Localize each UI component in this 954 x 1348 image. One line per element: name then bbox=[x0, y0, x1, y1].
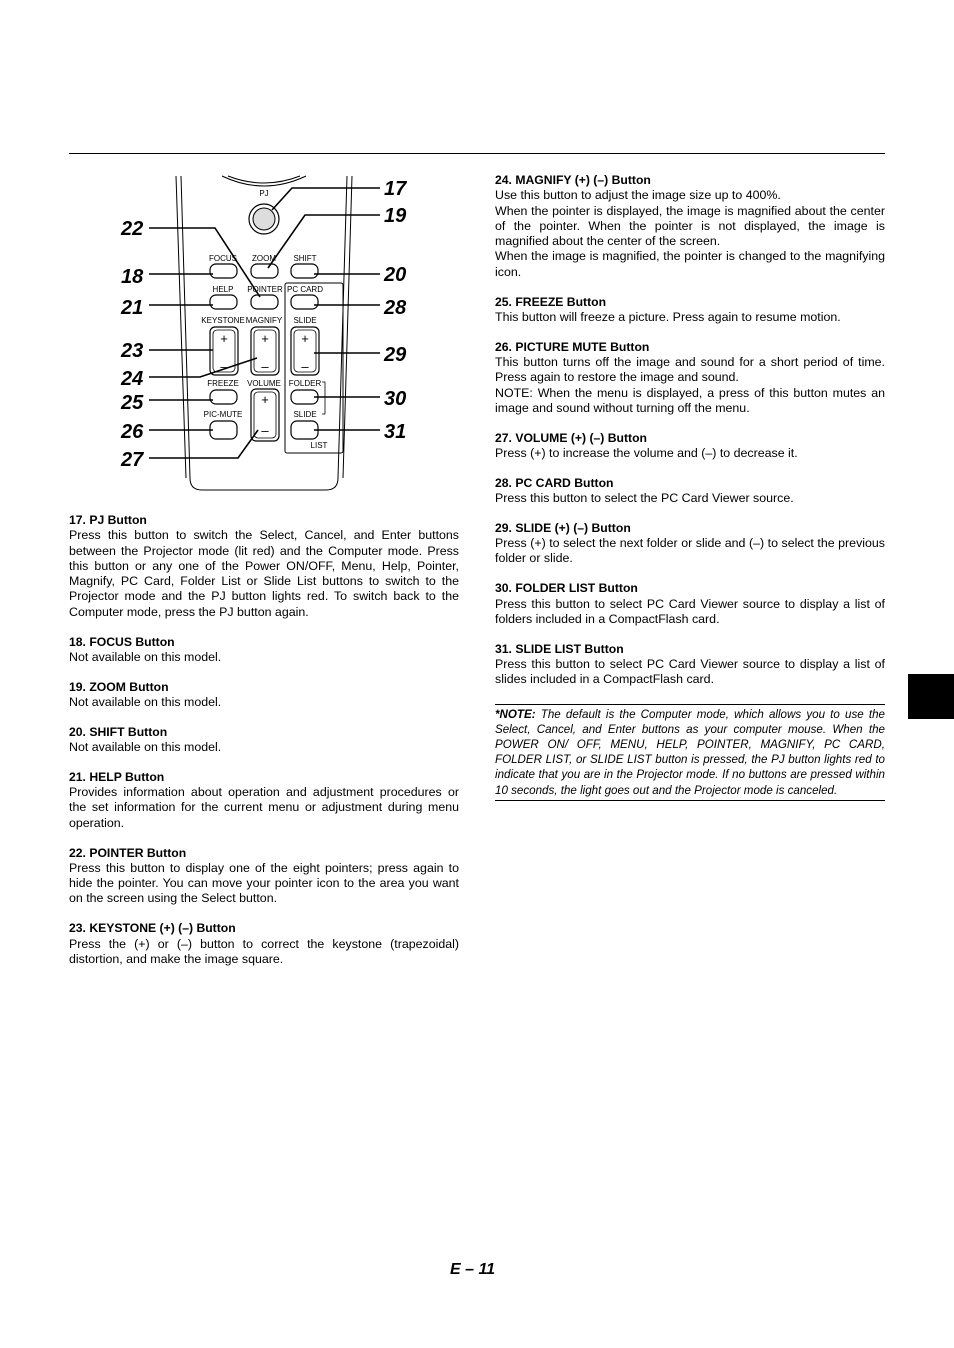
keystone-label: KEYSTONE bbox=[201, 316, 245, 325]
entry-text: Use this button to adjust the image size up to 400%. bbox=[495, 188, 781, 203]
entry-text: Press this button to select PC Card Viewer source to display a list of folders included in a CompactFlash card. bbox=[495, 596, 885, 626]
entry-title: 23. KEYSTONE (+) (–) Button bbox=[69, 921, 236, 936]
entry-17 bbox=[69, 513, 459, 620]
entry-title: 24. MAGNIFY (+) (–) Button bbox=[495, 173, 651, 187]
callout-20: 20 bbox=[384, 264, 407, 286]
entry-text: Not available on this model. bbox=[69, 649, 222, 664]
slide-plus-sign: + bbox=[301, 331, 309, 346]
entry-title: 19. ZOOM Button bbox=[69, 679, 169, 694]
entry-title: 21. HELP Button bbox=[69, 769, 165, 784]
left-column bbox=[69, 513, 459, 982]
focus-label: FOCUS bbox=[209, 254, 237, 263]
pointer-label: POINTER bbox=[247, 285, 283, 294]
section-tab-marker bbox=[908, 674, 954, 719]
magnify-plus-sign: + bbox=[261, 331, 269, 346]
entry-19 bbox=[69, 680, 459, 711]
entry-23 bbox=[69, 921, 459, 967]
callout-26: 26 bbox=[121, 421, 144, 443]
magnify-minus-sign: – bbox=[261, 359, 269, 374]
entry-18 bbox=[69, 635, 459, 666]
entry-text: When the image is magnified, the pointer is changed to the magnifying icon. bbox=[495, 249, 885, 279]
entry-title: 31. SLIDE LIST Button bbox=[495, 641, 624, 656]
entry-text: This button will freeze a picture. Press again to resume motion. bbox=[495, 309, 841, 324]
entry-text: Press this button to select PC Card Viewer source to display a list of slides included in a CompactFlash card. bbox=[495, 656, 885, 687]
help-label: HELP bbox=[212, 285, 234, 294]
entry-20 bbox=[69, 725, 459, 756]
pic-mute-label: PIC-MUTE bbox=[203, 410, 243, 419]
volume-minus-sign: – bbox=[261, 423, 269, 438]
pointer-button[interactable] bbox=[251, 295, 278, 309]
callout-17: 17 bbox=[384, 178, 407, 200]
callout-24: 24 bbox=[121, 368, 144, 390]
entry-title: 22. POINTER Button bbox=[69, 845, 187, 860]
slide-label: SLIDE bbox=[293, 316, 317, 325]
entry-21 bbox=[69, 770, 459, 831]
note-text: The default is the Computer mode, which allows you to use the Select, Cancel, and Enter buttons as your computer mouse. When the POWER ON/ OFF, MENU, HELP, POINTER, MAGNIFY, PC CARD, FOLDER LIST, or SLIDE LIST button is pressed, the PJ button lights red to indicate that you are in the Projector mode. If no buttons are pressed within 10 seconds, the light goes out and the Projector mode is canceled. bbox=[495, 707, 885, 797]
entry-text: When the pointer is displayed, the image is magnified about the center of the pointer. When the pointer is not displayed, the image is magnified about the center of the screen. bbox=[495, 203, 885, 249]
entry-title: 29. SLIDE (+) (–) Button bbox=[495, 520, 631, 535]
help-button[interactable] bbox=[210, 295, 237, 309]
entry-text: NOTE: When the menu is displayed, a press of this button mutes an image and sound without turning off the menu. bbox=[495, 385, 885, 415]
callout-21: 21 bbox=[121, 297, 144, 319]
entry-28 bbox=[495, 476, 885, 507]
entry-25 bbox=[495, 295, 885, 326]
entry-text: Press (+) to select the next folder or slide and (–) to select the previous folder or slide. bbox=[495, 536, 885, 566]
callout-19: 19 bbox=[384, 205, 407, 227]
callout-23: 23 bbox=[121, 340, 144, 362]
volume-label: VOLUME bbox=[247, 379, 281, 388]
slide-list-button[interactable] bbox=[291, 421, 318, 439]
freeze-button[interactable] bbox=[210, 390, 237, 404]
entry-title: 28. PC CARD Button bbox=[495, 475, 614, 490]
entry-22 bbox=[69, 846, 459, 907]
entry-text: Provides information about operation and adjustment procedures or the set information for the current menu or adjustment during menu operation. bbox=[69, 785, 459, 830]
folder-list-button[interactable] bbox=[291, 390, 318, 404]
keystone-minus-sign: – bbox=[220, 359, 228, 374]
pic-mute-button[interactable] bbox=[210, 421, 237, 439]
entry-title: 18. FOCUS Button bbox=[69, 634, 175, 649]
callout-28: 28 bbox=[384, 297, 407, 319]
entry-title: 20. SHIFT Button bbox=[69, 724, 168, 739]
callout-18: 18 bbox=[121, 266, 144, 288]
entry-26 bbox=[495, 340, 885, 416]
entry-title: 27. VOLUME (+) (–) Button bbox=[495, 430, 648, 445]
slide-minus-sign: – bbox=[301, 359, 309, 374]
focus-button[interactable] bbox=[210, 264, 237, 278]
callout-30: 30 bbox=[384, 388, 407, 410]
freeze-label: FREEZE bbox=[207, 379, 239, 388]
pc-card-label: PC CARD bbox=[286, 285, 324, 294]
entry-title: 30. FOLDER LIST Button bbox=[495, 581, 638, 596]
callout-22: 22 bbox=[121, 218, 144, 240]
note-box bbox=[495, 704, 885, 801]
entry-title: 26. PICTURE MUTE Button bbox=[495, 339, 650, 354]
entry-29 bbox=[495, 521, 885, 567]
pj-label: PJ bbox=[259, 189, 269, 198]
list-label: LIST bbox=[310, 441, 328, 450]
callout-31: 31 bbox=[384, 421, 407, 443]
right-column bbox=[495, 173, 885, 801]
shift-button[interactable] bbox=[291, 264, 318, 278]
note-label: *NOTE: bbox=[495, 707, 536, 721]
magnify-label: MAGNIFY bbox=[245, 316, 283, 325]
pj-button-inner bbox=[253, 208, 275, 230]
entry-30 bbox=[495, 581, 885, 627]
entry-24 bbox=[495, 173, 885, 280]
entry-text: Press this button to display one of the eight pointers; press again to hide the pointer. You can move your pointer icon to the area you want on the screen using the Select button. bbox=[69, 860, 459, 906]
volume-plus-sign: + bbox=[261, 392, 269, 407]
entry-31 bbox=[495, 642, 885, 688]
page-number: E – 11 bbox=[450, 1261, 496, 1278]
entry-text: Press the (+) or (–) button to correct the keystone (trapezoidal) distortion, and make the image square. bbox=[69, 936, 459, 966]
entry-text: This button turns off the image and sound for a short period of time. Press again to restore the image and sound. bbox=[495, 354, 885, 385]
entry-text: Press this button to switch the Select, Cancel, and Enter buttons between the Projector mode (lit red) and the Computer mode. Press this button or any one of the Power ON/OFF, Menu, Help, Pointer, Magnify, PC Card, Folder List or Slide List buttons to switch to the Projector mode and the PJ button lights red. To switch back to the Computer mode, press the PJ button again. bbox=[69, 528, 459, 619]
zoom-label: ZOOM bbox=[252, 254, 276, 263]
entry-text: Press this button to select the PC Card Viewer source. bbox=[495, 491, 794, 506]
callout-27: 27 bbox=[121, 449, 144, 471]
entry-27 bbox=[495, 431, 885, 462]
entry-title: 25. FREEZE Button bbox=[495, 294, 607, 309]
entry-text: Press (+) to increase the volume and (–) to decrease it. bbox=[495, 445, 798, 460]
entry-text: Not available on this model. bbox=[69, 694, 222, 709]
shift-label: SHIFT bbox=[293, 254, 317, 263]
pc-card-button[interactable] bbox=[291, 295, 318, 309]
zoom-button[interactable] bbox=[251, 264, 278, 278]
callout-29: 29 bbox=[384, 344, 407, 366]
keystone-plus-sign: + bbox=[220, 331, 228, 346]
callout-25: 25 bbox=[121, 392, 144, 414]
entry-title: 17. PJ Button bbox=[69, 513, 147, 527]
slide-list-label: SLIDE bbox=[293, 410, 317, 419]
folder-label: FOLDER bbox=[288, 379, 322, 388]
entry-text: Not available on this model. bbox=[69, 740, 222, 755]
